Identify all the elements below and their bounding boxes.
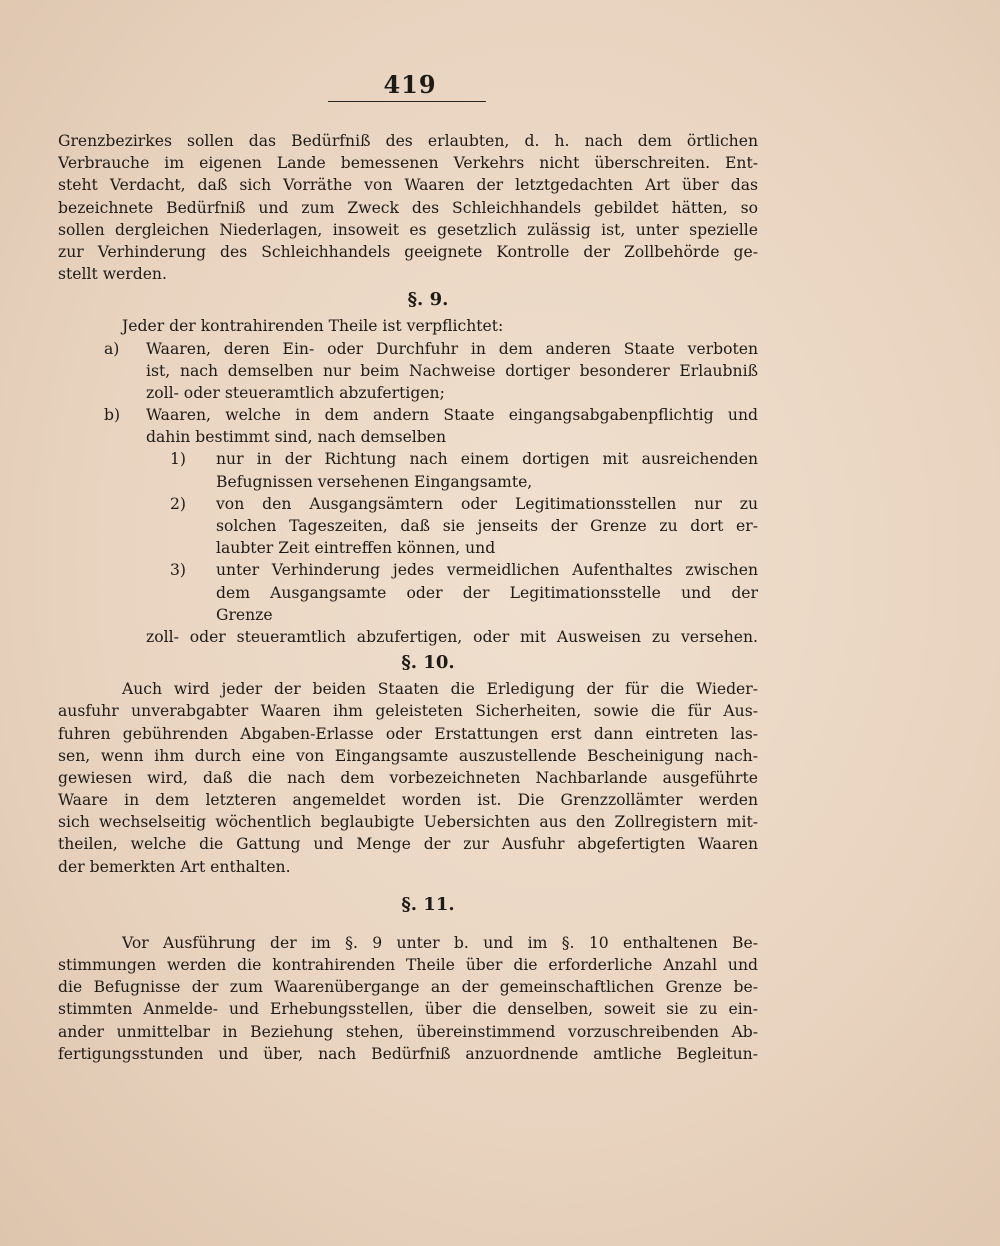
text-line: zur Verhinderung des Schleichhandels geeignete Kontrolle der Zollbehörde ge- bbox=[58, 242, 758, 261]
sublist-item-3 bbox=[58, 559, 758, 626]
text-line: fuhren gebührenden Abgaben-Erlasse oder Erstattungen erst dann eintreten las- bbox=[58, 724, 758, 743]
text-line: steht Verdacht, daß sich Vorräthe von Waaren der letztgedachten Art über das bbox=[58, 176, 758, 195]
sublist-item-line bbox=[58, 493, 758, 515]
paragraph-continued bbox=[58, 130, 758, 285]
text-line: sen, wenn ihm durch eine von Eingangsamte auszustellende Bescheinigung nach- bbox=[58, 746, 758, 765]
text-line: Vor Ausführung der im §. 9 unter b. und im §. 10 enthaltenen Be- bbox=[122, 933, 758, 952]
list-item-b bbox=[58, 404, 758, 448]
text-line: Grenzbezirkes sollen das Bedürfniß des erlaubten, d. h. nach dem örtlichen bbox=[58, 132, 758, 150]
text-line: Waare in dem letzteren angemeldet worden ist. Die Grenzzollämter werden bbox=[58, 791, 758, 810]
sublist-item-line: Befugnissen versehenen Eingangsamte, bbox=[216, 472, 533, 491]
text-line: stimmungen werden die kontrahirenden Theile über die erforderliche Anzahl und bbox=[58, 956, 758, 974]
section-heading-9: §. 9. bbox=[407, 289, 449, 311]
sublist-item-line bbox=[58, 559, 758, 581]
text-line: stellt werden. bbox=[58, 265, 167, 284]
text-line: sich wechselseitig wöchentlich beglaubigte Uebersichten aus den Zollregistern mit- bbox=[58, 813, 758, 832]
text-line: gewiesen wird, daß die nach dem vorbezeichneten Nachbarlande ausgeführte bbox=[58, 768, 758, 787]
sublist-item-text: von den Ausgangsämtern oder Legitimationsstellen nur zu bbox=[216, 494, 758, 513]
list-item-line: dahin bestimmt sind, nach demselben bbox=[146, 428, 447, 447]
list-item-line bbox=[58, 338, 758, 360]
header-rule bbox=[328, 101, 486, 102]
sublist-item-line: solchen Tageszeiten, daß sie jenseits der Grenze zu dort er- bbox=[216, 517, 758, 535]
spacer bbox=[58, 878, 758, 890]
list-item-line: ist, nach demselben nur beim Nachweise dortiger besonderer Erlaubniß bbox=[146, 361, 758, 380]
text-line: theilen, welche die Gattung und Menge der zur Ausfuhr abgefertigten Waaren bbox=[58, 835, 758, 854]
list-item-a bbox=[58, 338, 758, 405]
text-line: Auch wird jeder der beiden Staaten die Erledigung der für die Wieder- bbox=[122, 680, 758, 699]
sublist-item-text: nur in der Richtung nach einem dortigen mit ausreichenden bbox=[216, 450, 758, 469]
text-line: der bemerkten Art enthalten. bbox=[58, 857, 291, 876]
section-11-paragraph bbox=[58, 932, 758, 1065]
sublist-item-1 bbox=[58, 448, 758, 492]
text-line: bezeichnete Bedürfniß und zum Zweck des Schleichhandels gebildet hätten, so bbox=[58, 198, 758, 217]
sublist-item-2 bbox=[58, 493, 758, 560]
sublist-item-line: dem Ausgangsamte oder der Legitimationsstelle und der bbox=[216, 583, 758, 602]
text-line: sollen dergleichen Niederlagen, insoweit es gesetzlich zulässig ist, unter spezielle bbox=[58, 220, 758, 239]
list-item-line bbox=[58, 404, 758, 426]
section-heading-11: §. 11. bbox=[401, 893, 455, 915]
section-10-paragraph bbox=[58, 678, 758, 878]
text-line: die Befugnisse der zum Waarenübergange an der gemeinschaftlichen Grenze be- bbox=[58, 978, 758, 997]
sublist-item-text: unter Verhinderung jedes vermeidlichen Aufenthaltes zwischen bbox=[216, 561, 758, 580]
list-marker: b) bbox=[104, 406, 121, 425]
list-marker: a) bbox=[104, 339, 120, 358]
text-line: stimmten Anmelde- und Erhebungsstellen, über die denselben, soweit sie zu ein- bbox=[58, 1000, 758, 1019]
sublist-item-line: Grenze bbox=[216, 605, 273, 624]
text-line: Verbrauche im eigenen Lande bemessenen Verkehrs nicht überschreiten. Ent- bbox=[58, 154, 758, 173]
text-line: ausfuhr unverabgabter Waaren ihm geleisteten Sicherheiten, sowie die für Aus- bbox=[58, 702, 758, 721]
text-line: fertigungsstunden und über, nach Bedürfniß anzuordnende amtliche Begleitun- bbox=[58, 1044, 758, 1063]
sublist-item-line: laubter Zeit eintreffen können, und bbox=[216, 539, 496, 558]
list-marker: 3) bbox=[170, 561, 187, 580]
spacer bbox=[58, 920, 758, 932]
section-9-intro: Jeder der kontrahirenden Theile ist verpflichtet: bbox=[122, 317, 504, 336]
list-item-line: zoll- oder steueramtlich abzufertigen; bbox=[146, 383, 445, 402]
text-line: ander unmittelbar in Beziehung stehen, übereinstimmend vorzuschreibenden Ab- bbox=[58, 1022, 758, 1041]
section-9-closing: zoll- oder steueramtlich abzufertigen, oder mit Ausweisen zu versehen. bbox=[146, 627, 758, 646]
list-marker: 2) bbox=[170, 494, 187, 513]
list-marker: 1) bbox=[170, 450, 187, 469]
page-number: 419 bbox=[383, 70, 437, 99]
section-heading-10: §. 10. bbox=[401, 652, 455, 674]
list-item-text: Waaren, deren Ein- oder Durchfuhr in dem anderen Staate verboten bbox=[146, 339, 758, 358]
list-item-text: Waaren, welche in dem andern Staate eingangsabgabenpflichtig und bbox=[146, 406, 758, 425]
page-body bbox=[58, 130, 758, 1065]
sublist-item-line bbox=[58, 448, 758, 470]
